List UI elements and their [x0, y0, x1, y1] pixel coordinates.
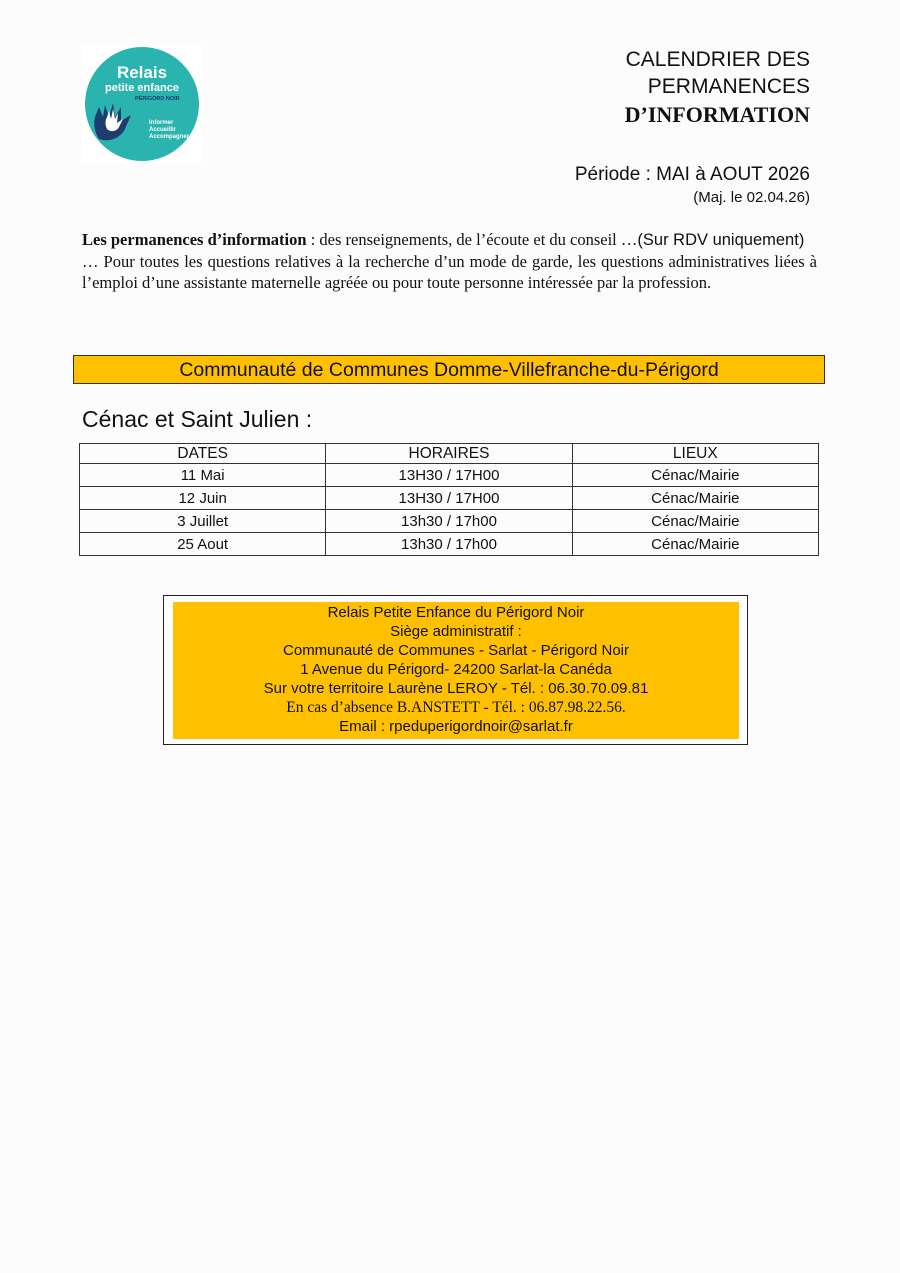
- contact-address: 1 Avenue du Périgord- 24200 Sarlat-la Canéda: [300, 661, 612, 678]
- document-title: [625, 46, 810, 130]
- cell-place: Cénac/Mairie: [572, 510, 818, 533]
- cell-place: Cénac/Mairie: [572, 487, 818, 510]
- cell-hours: 13H30 / 17H00: [326, 487, 572, 510]
- contact-seat: Siège administratif :: [390, 623, 522, 640]
- title-line-2: PERMANENCES: [647, 75, 810, 98]
- intro-text-1: : des renseignements, de l’écoute et du conseil …: [306, 230, 638, 249]
- cell-hours: 13h30 / 17h00: [326, 510, 572, 533]
- cell-date: 3 Juillet: [80, 510, 326, 533]
- contact-org: Relais Petite Enfance du Périgord Noir: [327, 604, 585, 621]
- table-row: [80, 533, 819, 556]
- contact-phone-primary: Sur votre territoire Laurène LEROY - Tél. : 06.30.70.09.81: [263, 680, 649, 697]
- table-row: [80, 510, 819, 533]
- table-row: [80, 464, 819, 487]
- hand-icon: [91, 99, 147, 143]
- intro-lead: Les permanences d’information: [82, 230, 307, 249]
- period-label: Période : MAI à AOUT 2026: [574, 164, 810, 185]
- intro-line-1: [82, 229, 817, 251]
- table-header-row: [80, 444, 819, 464]
- cell-hours: 13H30 / 17H00: [326, 464, 572, 487]
- contact-community: Communauté de Communes - Sarlat - Périgord Noir: [283, 642, 629, 659]
- contact-email[interactable]: Email : rpeduperigordnoir@sarlat.fr: [339, 718, 573, 735]
- cell-place: Cénac/Mairie: [572, 464, 818, 487]
- header-dates: DATES: [80, 444, 326, 464]
- updated-date: (Maj. le 02.04.26): [693, 189, 810, 206]
- table-row: [80, 487, 819, 510]
- title-line-3: D’INFORMATION: [624, 102, 810, 127]
- header-places: LIEUX: [572, 444, 818, 464]
- header-hours: HORAIRES: [326, 444, 572, 464]
- contact-box: [163, 595, 748, 745]
- cell-date: 11 Mai: [80, 464, 326, 487]
- contact-phone-backup: En cas d’absence B.ANSTETT - Tél. : 06.87.98.22.56.: [286, 699, 626, 716]
- title-line-1: CALENDRIER DES: [625, 48, 810, 71]
- logo-region: PÉRIGORD NOIR: [135, 96, 180, 102]
- logo-title: Relais: [116, 63, 168, 82]
- logo-circle: [85, 47, 199, 161]
- cell-place: Cénac/Mairie: [572, 533, 818, 556]
- intro-paragraph: [82, 229, 817, 293]
- contact-panel: [173, 602, 739, 739]
- relais-logo: [82, 44, 202, 164]
- cell-date: 25 Aout: [80, 533, 326, 556]
- cell-hours: 13h30 / 17h00: [326, 533, 572, 556]
- logo-tagline: Informer Accueillir Accompagner: [149, 120, 190, 140]
- schedule-table: [79, 443, 819, 556]
- community-banner: Communauté de Communes Domme-Villefranche-du-Périgord: [73, 355, 825, 384]
- intro-rdv: (Sur RDV uniquement): [637, 231, 805, 249]
- intro-text-2: … Pour toutes les questions relatives à la recherche d’un mode de garde, les questions administratives liées à l’emploi d’une assistante maternelle agréée ou pour toute personne intéressée par la profession.: [82, 252, 817, 292]
- section-title: Cénac et Saint Julien :: [82, 406, 313, 432]
- logo-subtitle: petite enfance: [105, 82, 179, 94]
- cell-date: 12 Juin: [80, 487, 326, 510]
